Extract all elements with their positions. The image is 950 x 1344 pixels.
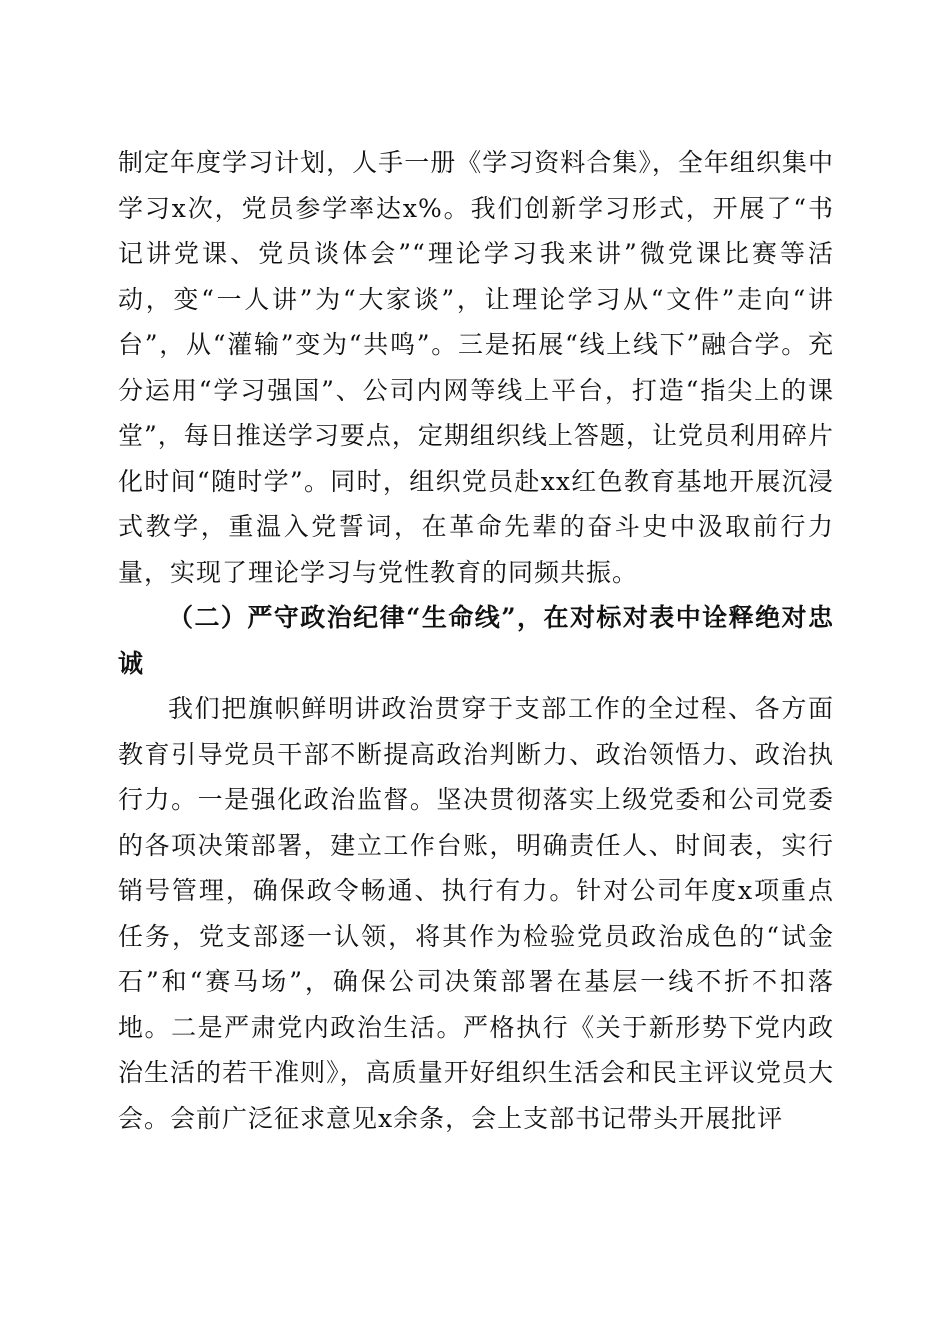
body-paragraph-2: 我们把旗帜鲜明讲政治贯穿于支部工作的全过程、各方面教育引导党员干部不断提高政治判断力、政治领悟力、政治执行力。一是强化政治监督。坚决贯彻落实上级党委和公司党委的各项决策部署，建立工作台账，明确责任人、时间表，实行销号管理，确保政令畅通、执行有力。针对公司年度x项重点任务，党支部逐一认领，将其作为检验党员政治成色的“试金石”和“赛马场”，确保公司决策部署在基层一线不折不扣落地。二是严肃党内政治生活。严格执行《关于新形势下党内政治生活的若干准则》，高质量开好组织生活会和民主评议党员大会。会前广泛征求意见x余条，会上支部书记带头开展批评 [118, 694, 834, 1133]
section-heading-2: （二）严守政治纪律“生命线”，在对标对表中诠释绝对忠诚 [118, 603, 834, 678]
body-paragraph-1: 制定年度学习计划，人手一册《学习资料合集》，全年组织集中学习x次，党员参学率达x%。我们创新学习形式，开展了“书记讲党课、党员谈体会”“理论学习我来讲”微党课比赛等活动，变“一人讲”为“大家谈”，让理论学习从“文件”走向“讲台”，从“灌输”变为“共鸣”。三是拓展“线上线下”融合学。充分运用“学习强国”、公司内网等线上平台，打造“指尖上的课堂”，每日推送学习要点，定期组织线上答题，让党员利用碎片化时间“随时学”。同时，组织党员赴xx红色教育基地开展沉浸式教学，重温入党誓词，在革命先辈的奋斗史中汲取前行力量，实现了理论学习与党性教育的同频共振。 [118, 148, 834, 587]
document-body [118, 140, 834, 1141]
